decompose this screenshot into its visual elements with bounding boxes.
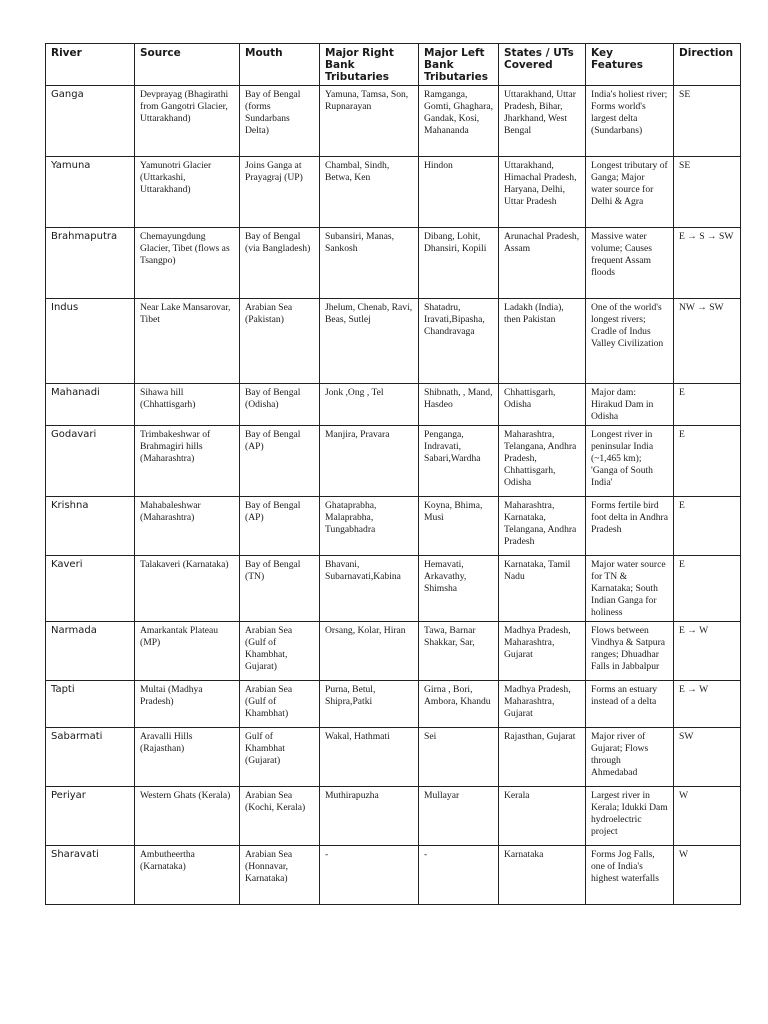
cell-left-tributaries: Tawa, Barnar Shakkar, Sar, xyxy=(419,622,499,681)
cell-left-tributaries: Mullayar xyxy=(419,787,499,846)
cell-mouth: Bay of Bengal (TN) xyxy=(240,556,320,622)
cell-direction: E → S → SW xyxy=(674,228,741,299)
cell-direction: E xyxy=(674,497,741,556)
cell-features: Forms Jog Falls, one of India's highest waterfalls xyxy=(586,846,674,905)
cell-features: Forms an estuary instead of a delta xyxy=(586,681,674,728)
cell-features: Major water source for TN & Karnataka; South Indian Ganga for holiness xyxy=(586,556,674,622)
cell-direction: SW xyxy=(674,728,741,787)
cell-direction: SE xyxy=(674,86,741,157)
cell-states: Ladakh (India), then Pakistan xyxy=(499,299,586,384)
cell-direction: E xyxy=(674,384,741,426)
cell-left-tributaries: Dibang, Lohit, Dhansiri, Kopili xyxy=(419,228,499,299)
cell-left-tributaries: Penganga, Indravati, Sabari,Wardha xyxy=(419,426,499,497)
cell-direction: W xyxy=(674,787,741,846)
cell-direction: W xyxy=(674,846,741,905)
cell-mouth: Gulf of Khambhat (Gujarat) xyxy=(240,728,320,787)
cell-states: Madhya Pradesh, Maharashtra, Gujarat xyxy=(499,681,586,728)
cell-states: Chhattisgarh, Odisha xyxy=(499,384,586,426)
cell-river: Kaveri xyxy=(46,556,135,622)
cell-features: Forms fertile bird foot delta in Andhra Pradesh xyxy=(586,497,674,556)
cell-right-tributaries: Jonk ,Ong , Tel xyxy=(320,384,419,426)
table-row xyxy=(46,787,741,846)
cell-river: Yamuna xyxy=(46,157,135,228)
table-row xyxy=(46,556,741,622)
cell-states: Madhya Pradesh, Maharashtra, Gujarat xyxy=(499,622,586,681)
cell-river: Sharavati xyxy=(46,846,135,905)
table-row xyxy=(46,299,741,384)
cell-right-tributaries: Subansiri, Manas, Sankosh xyxy=(320,228,419,299)
cell-source: Ambutheertha (Karnataka) xyxy=(135,846,240,905)
cell-river: Tapti xyxy=(46,681,135,728)
cell-river: Periyar xyxy=(46,787,135,846)
cell-mouth: Arabian Sea (Gulf of Khambhat, Gujarat) xyxy=(240,622,320,681)
cell-river: Godavari xyxy=(46,426,135,497)
cell-source: Mahabaleshwar (Maharashtra) xyxy=(135,497,240,556)
cell-states: Rajasthan, Gujarat xyxy=(499,728,586,787)
cell-source: Sihawa hill (Chhattisgarh) xyxy=(135,384,240,426)
cell-states: Maharashtra, Karnataka, Telangana, Andhra Pradesh xyxy=(499,497,586,556)
cell-left-tributaries: Shatadru, Iravati,Bipasha, Chandravaga xyxy=(419,299,499,384)
cell-states: Arunachal Pradesh, Assam xyxy=(499,228,586,299)
cell-river: Indus xyxy=(46,299,135,384)
header-row xyxy=(46,44,741,86)
cell-mouth: Arabian Sea (Honnavar, Karnataka) xyxy=(240,846,320,905)
cell-source: Talakaveri (Karnataka) xyxy=(135,556,240,622)
cell-left-tributaries: Hemavati, Arkavathy, Shimsha xyxy=(419,556,499,622)
cell-mouth: Bay of Bengal (AP) xyxy=(240,497,320,556)
cell-mouth: Bay of Bengal (forms Sundarbans Delta) xyxy=(240,86,320,157)
cell-mouth: Arabian Sea (Gulf of Khambhat) xyxy=(240,681,320,728)
cell-direction: E xyxy=(674,556,741,622)
table-row xyxy=(46,157,741,228)
cell-source: Western Ghats (Kerala) xyxy=(135,787,240,846)
table-row xyxy=(46,728,741,787)
cell-direction: E → W xyxy=(674,681,741,728)
cell-source: Amarkantak Plateau (MP) xyxy=(135,622,240,681)
cell-source: Trimbakeshwar of Brahmagiri hills (Maharashtra) xyxy=(135,426,240,497)
cell-mouth: Joins Ganga at Prayagraj (UP) xyxy=(240,157,320,228)
cell-source: Near Lake Mansarovar, Tibet xyxy=(135,299,240,384)
cell-river: Narmada xyxy=(46,622,135,681)
cell-features: Longest river in peninsular India (~1,465 km); 'Ganga of South India' xyxy=(586,426,674,497)
cell-direction: SE xyxy=(674,157,741,228)
cell-mouth: Arabian Sea (Kochi, Kerala) xyxy=(240,787,320,846)
cell-features: One of the world's longest rivers; Cradle of Indus Valley Civilization xyxy=(586,299,674,384)
header-source: Source xyxy=(135,44,240,86)
cell-direction: NW → SW xyxy=(674,299,741,384)
cell-states: Maharashtra, Telangana, Andhra Pradesh, Chhattisgarh, Odisha xyxy=(499,426,586,497)
cell-mouth: Bay of Bengal (Odisha) xyxy=(240,384,320,426)
cell-states: Uttarakhand, Uttar Pradesh, Bihar, Jharkhand, West Bengal xyxy=(499,86,586,157)
table-row xyxy=(46,622,741,681)
header-right-tributaries: Major Right Bank Tributaries xyxy=(320,44,419,86)
cell-right-tributaries: Ghataprabha, Malaprabha, Tungabhadra xyxy=(320,497,419,556)
header-features: Key Features xyxy=(586,44,674,86)
cell-left-tributaries: Girna , Bori, Ambora, Khandu xyxy=(419,681,499,728)
cell-features: Massive water volume; Causes frequent Assam floods xyxy=(586,228,674,299)
table-row xyxy=(46,384,741,426)
cell-right-tributaries: - xyxy=(320,846,419,905)
cell-source: Devprayag (Bhagirathi from Gangotri Glacier, Uttarakhand) xyxy=(135,86,240,157)
cell-direction: E xyxy=(674,426,741,497)
cell-left-tributaries: Koyna, Bhima, Musi xyxy=(419,497,499,556)
cell-mouth: Bay of Bengal (via Bangladesh) xyxy=(240,228,320,299)
table-row xyxy=(46,426,741,497)
table-row xyxy=(46,86,741,157)
rivers-table xyxy=(45,43,741,905)
cell-left-tributaries: Sei xyxy=(419,728,499,787)
cell-right-tributaries: Jhelum, Chenab, Ravi, Beas, Sutlej xyxy=(320,299,419,384)
cell-left-tributaries: Hindon xyxy=(419,157,499,228)
cell-states: Karnataka, Tamil Nadu xyxy=(499,556,586,622)
cell-right-tributaries: Yamuna, Tamsa, Son, Rupnarayan xyxy=(320,86,419,157)
cell-features: India's holiest river; Forms world's largest delta (Sundarbans) xyxy=(586,86,674,157)
cell-right-tributaries: Muthirapuzha xyxy=(320,787,419,846)
cell-mouth: Bay of Bengal (AP) xyxy=(240,426,320,497)
cell-right-tributaries: Manjira, Pravara xyxy=(320,426,419,497)
table-row xyxy=(46,228,741,299)
cell-right-tributaries: Chambal, Sindh, Betwa, Ken xyxy=(320,157,419,228)
cell-river: Brahmaputra xyxy=(46,228,135,299)
header-direction: Direction xyxy=(674,44,741,86)
cell-left-tributaries: - xyxy=(419,846,499,905)
cell-right-tributaries: Purna, Betul, Shipra,Patki xyxy=(320,681,419,728)
header-left-tributaries: Major Left Bank Tributaries xyxy=(419,44,499,86)
cell-mouth: Arabian Sea (Pakistan) xyxy=(240,299,320,384)
cell-features: Largest river in Kerala; Idukki Dam hydroelectric project xyxy=(586,787,674,846)
cell-river: Krishna xyxy=(46,497,135,556)
cell-right-tributaries: Bhavani, Subarnavati,Kabina xyxy=(320,556,419,622)
cell-right-tributaries: Wakal, Hathmati xyxy=(320,728,419,787)
cell-states: Uttarakhand, Himachal Pradesh, Haryana, Delhi, Uttar Pradesh xyxy=(499,157,586,228)
cell-source: Aravalli Hills (Rajasthan) xyxy=(135,728,240,787)
cell-states: Karnataka xyxy=(499,846,586,905)
cell-features: Longest tributary of Ganga; Major water source for Delhi & Agra xyxy=(586,157,674,228)
cell-left-tributaries: Shibnath, , Mand, Hasdeo xyxy=(419,384,499,426)
header-river: River xyxy=(46,44,135,86)
cell-source: Multai (Madhya Pradesh) xyxy=(135,681,240,728)
cell-direction: E → W xyxy=(674,622,741,681)
cell-states: Kerala xyxy=(499,787,586,846)
table-row xyxy=(46,497,741,556)
header-states: States / UTs Covered xyxy=(499,44,586,86)
cell-features: Major dam: Hirakud Dam in Odisha xyxy=(586,384,674,426)
cell-left-tributaries: Ramganga, Gomti, Ghaghara, Gandak, Kosi, Mahananda xyxy=(419,86,499,157)
table-row xyxy=(46,681,741,728)
cell-river: Sabarmati xyxy=(46,728,135,787)
table-row xyxy=(46,846,741,905)
cell-source: Chemayungdung Glacier, Tibet (flows as Tsangpo) xyxy=(135,228,240,299)
cell-river: Ganga xyxy=(46,86,135,157)
cell-features: Flows between Vindhya & Satpura ranges; Dhuadhar Falls in Jabbalpur xyxy=(586,622,674,681)
cell-river: Mahanadi xyxy=(46,384,135,426)
cell-features: Major river of Gujarat; Flows through Ahmedabad xyxy=(586,728,674,787)
cell-source: Yamunotri Glacier (Uttarkashi, Uttarakhand) xyxy=(135,157,240,228)
header-mouth: Mouth xyxy=(240,44,320,86)
cell-right-tributaries: Orsang, Kolar, Hiran xyxy=(320,622,419,681)
